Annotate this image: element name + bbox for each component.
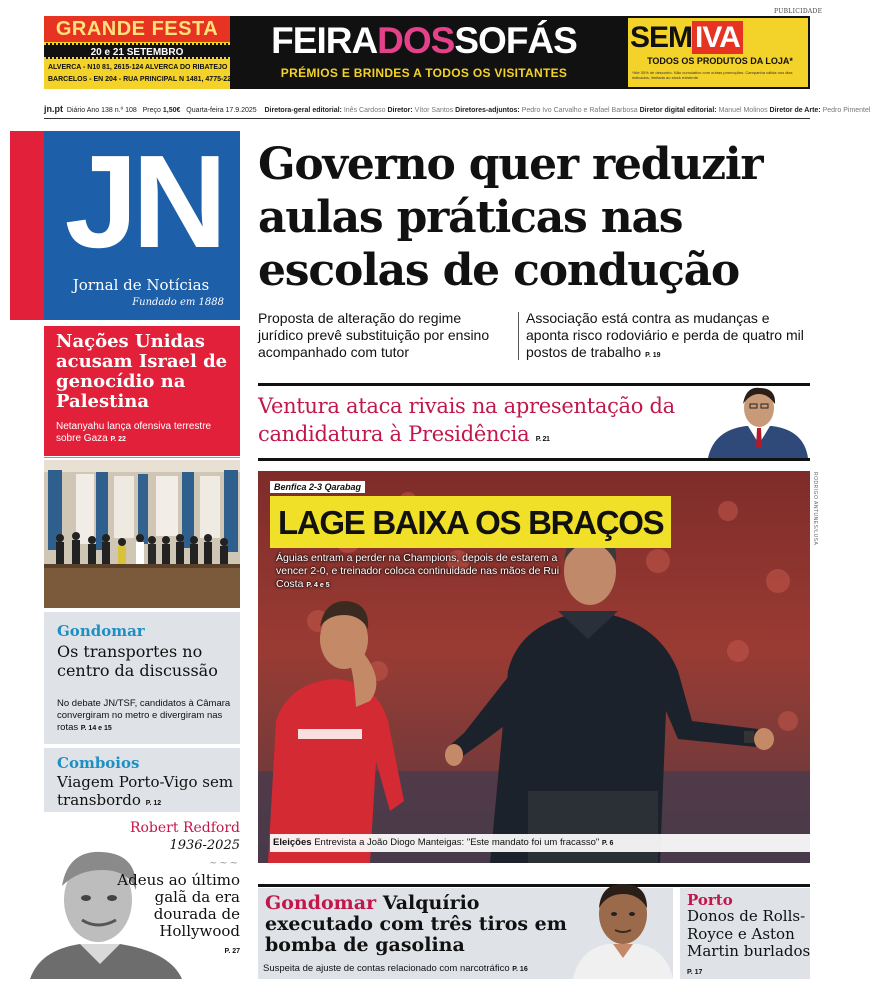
story-text [57,698,237,735]
deck-separator [518,312,519,360]
ad-left-title: GRANDE FESTA [44,16,230,42]
story-title-text: Valquírio executado com três tiros em bomba de gasolina [265,892,567,956]
staff-name: Pedro Ivo Carvalho e Rafael Barbosa [521,107,638,114]
page-reference: P. 27 [224,948,240,955]
staff-name: Pedro Pimentel [822,107,870,114]
story-un-genocide[interactable] [44,326,240,456]
story-title: Nações Unidas acusam Israel de genocídio na Palestina [56,331,228,412]
masthead-info-line [44,104,870,114]
jn-logo[interactable] [10,128,240,320]
benfica-deck [276,552,566,592]
story-redford-years: 1936-2025 [169,838,240,853]
story-title-text: Viagem Porto-Vigo sem transbordo [57,773,234,809]
page-reference: P. 21 [535,436,550,443]
masthead-rule [44,118,810,119]
story-gondomar-crime-title[interactable] [265,893,585,956]
staff-role: Diretor de Arte: [769,107,821,114]
ad-left-date: 20 e 21 SETEMBRO [44,43,230,59]
logo-letters: JN [64,128,222,275]
headline-deck-left: Proposta de alteração do regime jurídico prevê substituição por ensino acompanhado com tutor [258,310,490,360]
story-kicker: Comboios [57,754,140,772]
page-reference: P. 22 [110,436,126,443]
story-gondomar-crime-sub [263,963,593,974]
ad-fine-print: *Até 30% de desconto. Não cumulativo com outras promoções. Campanha válida nos dias indicados, limitada ao stock existente. [632,70,793,80]
story-title [687,908,811,981]
staff-role: Diretores-adjuntos: [455,107,520,114]
story-kicker: Porto [687,891,733,909]
page-reference: P. 12 [145,800,162,807]
benfica-deck-text: Águias entram a perder na Champions, depois de estarem a vencer 2-0, e treinador coloca continuidade nas mãos de Rui Costa [276,552,560,590]
ad-main-subtitle: PRÉMIOS E BRINDES A TODOS OS VISITANTES [280,66,568,80]
ad-title-part-3: SOFÁS [454,20,577,61]
page-reference: P. 4 e 5 [306,582,330,589]
story-text-body: Entrevista a João Diogo Manteigas: "Este mandato foi um fracasso" [314,837,600,848]
photo-credit: RODRIGO ANTUNES/LUSA [812,472,818,546]
valquirio-portrait-illustration [573,872,673,979]
price-label: Preço [142,107,161,114]
staff-name: Inês Cardoso [343,107,386,114]
story-title: Os transportes no centro da discussão [57,642,218,680]
price-value: 1,50€ [162,107,181,114]
staff-role: Diretor digital editorial: [639,107,717,114]
staff-role: Diretora-geral editorial: [264,107,342,114]
story-subtitle-text: Suspeita de ajuste de contas relacionado com narcotráfico [263,963,510,974]
advertisement-banner[interactable] [44,16,810,89]
story-subtitle-text: Netanyahu lança ofensiva terrestre sobre Gaza [56,421,212,444]
story-text-body: Adeus ao último galã da era dourada de Hollywood [117,871,240,940]
story-gondomar-transport[interactable] [44,612,240,744]
squiggle-ornament: ~~~ [208,858,240,869]
deck-right-text: Associação está contra as mudanças e aponta risco rodoviário e perda de quatro mil postos de trabalho [526,310,804,360]
ad-left-panel [44,16,235,89]
column-divider [44,457,240,458]
story-title-text: Donos de Rolls-Royce e Aston Martin burlados [687,907,811,960]
benfica-kicker: Benfica 2-3 Qarabag [270,481,365,493]
section-rule [258,884,810,887]
story-kicker: Gondomar [265,892,377,914]
staff-role: Diretor: [387,107,413,114]
page-reference: P. 17 [687,968,703,976]
story-subtitle [56,421,236,446]
page-reference: P. 6 [601,840,614,847]
story-redford-name[interactable]: Robert Redford [129,820,240,836]
logo-red-stripe [10,131,44,320]
story-redford-text [110,872,240,960]
story-porto[interactable] [680,888,810,979]
issue-date: Quarta-feira 17.9.2025 [186,107,257,114]
page-reference: P. 14 e 15 [80,725,112,732]
ad-label: PUBLICIDADE [774,8,823,15]
ad-right-title-part-1: SEM [630,21,693,54]
main-headline[interactable]: Governo quer reduzir aulas práticas nas escolas de condução [258,139,763,296]
ad-title-part-1: FEIRA [271,20,378,61]
staff-name: Vítor Santos [414,107,454,114]
site-link[interactable]: jn.pt [44,104,63,114]
ad-main-title [234,20,614,62]
ad-right-title [630,22,743,54]
ad-right-title-part-2: IVA [692,21,743,54]
ad-address-alverca: ALVERCA - N10 81, 2615-124 ALVERCA DO RIBATEJO [48,64,228,71]
ad-address-barcelos: BARCELOS - EN 204 - RUA PRINCIPAL N 1481, 4775-221 [48,76,235,83]
page-reference: P. 19 [645,352,661,359]
un-assembly-illustration [44,460,240,608]
ventura-portrait[interactable] [706,386,810,458]
edition-info: Diário Ano 138 n.º 108 [66,107,137,114]
story-text-body: No debate JN/TSF, candidatos à Câmara convergiram no metro e divergiram nas rotas [57,698,231,733]
logo-founded-line: Fundado em 1888 [132,297,224,308]
story-eleicoes-strip[interactable] [270,834,810,852]
story-title [57,773,237,813]
staff-name: Manuel Molinos [718,107,768,114]
headline-deck-right [526,310,816,364]
story-ventura[interactable] [258,392,718,454]
ventura-portrait-illustration [706,386,810,458]
ad-right-subtitle: TODOS OS PRODUTOS DA LOJA* [647,56,793,66]
ad-title-part-2: DOS [377,20,455,61]
un-assembly-photo[interactable] [44,460,240,608]
valquirio-portrait[interactable] [573,872,673,979]
logo-publication-name: Jornal de Notícias [72,276,210,294]
ad-right-panel [626,16,810,89]
story-kicker: Gondomar [57,622,145,640]
story-kicker: Eleições [273,837,312,848]
page-reference: P. 16 [512,966,528,973]
story-title-text: Ventura ataca rivais na apresentação da candidatura à Presidência [258,394,675,446]
story-comboios[interactable] [44,748,240,812]
section-rule [258,458,810,461]
benfica-headline[interactable]: LAGE BAIXA OS BRAÇOS [270,496,671,548]
